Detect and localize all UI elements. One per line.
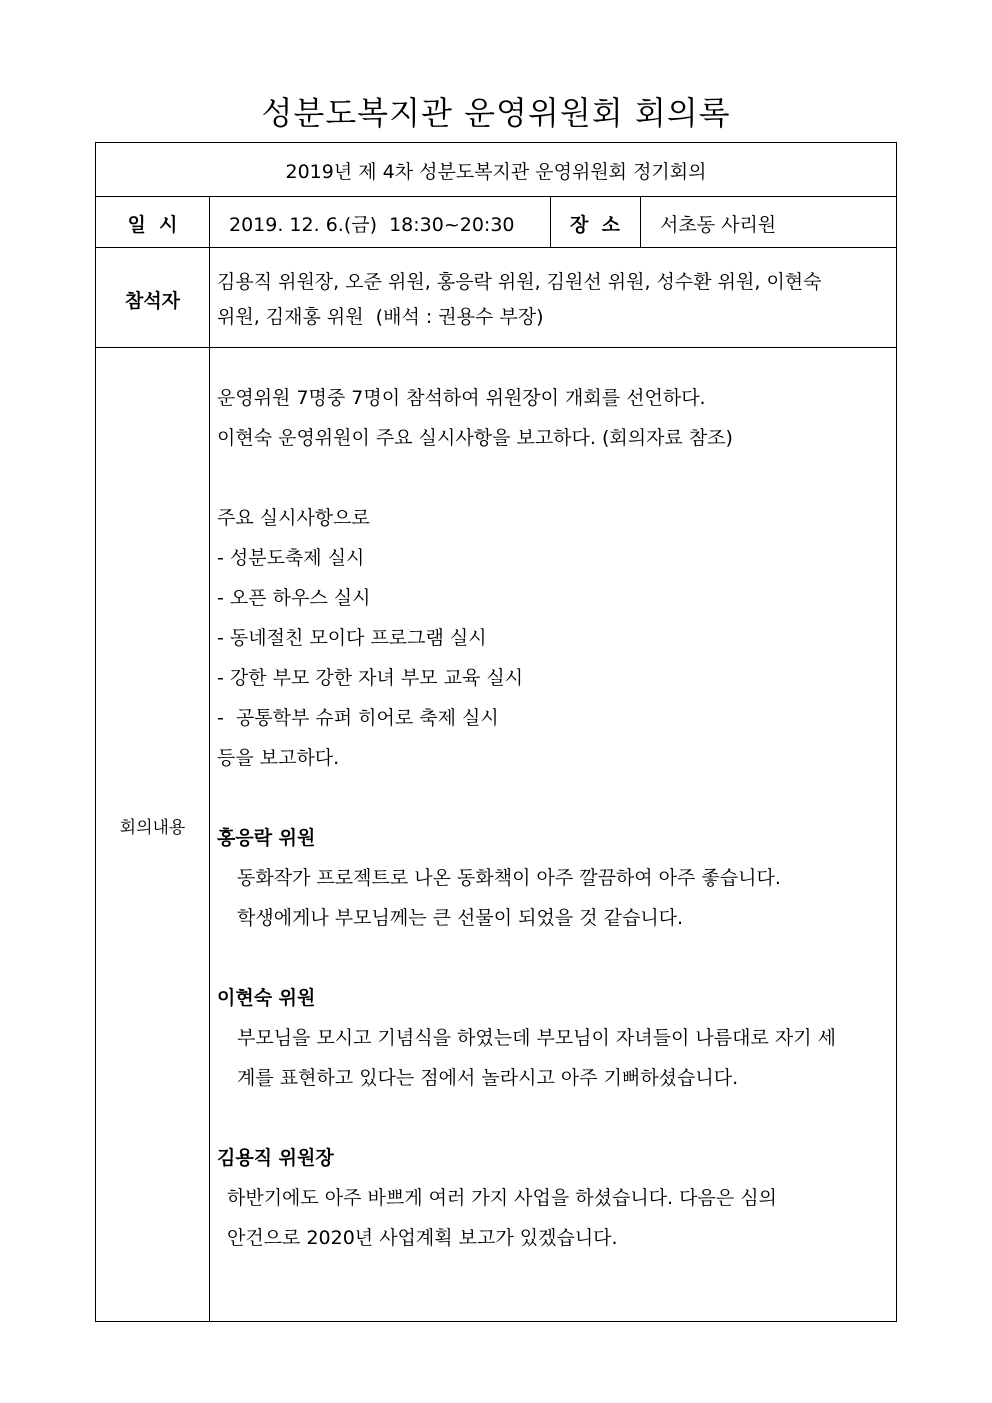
list-item: - 공통학부 슈퍼 히어로 축제 실시 — [217, 707, 499, 729]
speaker-name: 이현숙 위원 — [217, 987, 316, 1009]
place-label: 장 소 — [570, 214, 620, 236]
intro-line: 이현숙 운영위원이 주요 실시사항을 보고하다. (회의자료 참조) — [217, 427, 733, 449]
speaker-statement: 부모님을 모시고 기념식을 하였는데 부모님이 자녀들이 나름대로 자기 세 — [237, 1027, 836, 1049]
speaker-name: 홍응락 위원 — [217, 827, 316, 849]
speaker-statement: 하반기에도 아주 바쁘게 여러 가지 사업을 하셨습니다. 다음은 심의 — [227, 1187, 777, 1209]
speaker-statement: 계를 표현하고 있다는 점에서 놀라시고 아주 기뻐하셨습니다. — [237, 1067, 739, 1089]
attendees-label: 참석자 — [124, 290, 181, 312]
list-item: - 강한 부모 강한 자녀 부모 교육 실시 — [217, 667, 524, 689]
attendees-line: 위원, 김재홍 위원 (배석 : 권용수 부장) — [217, 306, 544, 328]
intro-line: 운영위원 7명중 7명이 참석하여 위원장이 개회를 선언하다. — [217, 387, 706, 409]
list-item: - 동네절친 모이다 프로그램 실시 — [217, 627, 487, 649]
row-divider — [96, 347, 896, 348]
list-end: 등을 보고하다. — [217, 747, 340, 769]
attendees-line: 김용직 위원장, 오준 위원, 홍응락 위원, 김원선 위원, 성수환 위원, 이현숙 — [217, 271, 822, 293]
place-value: 서초동 사리원 — [660, 214, 777, 236]
document-title: 성분도복지관 운영위원회 회의록 — [261, 94, 731, 132]
date-value: 2019. 12. 6.(금) 18:30~20:30 — [229, 214, 515, 236]
meeting-heading: 2019년 제 4차 성분도복지관 운영위원회 정기회의 — [285, 161, 707, 183]
list-item: - 성분도축제 실시 — [217, 547, 365, 569]
speaker-statement: 안건으로 2020년 사업계획 보고가 있겠습니다. — [227, 1227, 618, 1249]
label-column-divider — [209, 196, 210, 1322]
list-item: - 오픈 하우스 실시 — [217, 587, 371, 609]
speaker-statement: 학생에게나 부모님께는 큰 선물이 되었을 것 같습니다. — [237, 907, 684, 929]
list-heading: 주요 실시사항으로 — [217, 507, 370, 529]
speaker-name: 김용직 위원장 — [217, 1147, 334, 1169]
speaker-statement: 동화작가 프로젝트로 나온 동화책이 아주 깔끔하여 아주 좋습니다. — [237, 867, 781, 889]
minutes-table — [95, 142, 897, 1322]
column-divider — [640, 196, 641, 247]
row-divider — [96, 196, 896, 197]
content-label: 회의내용 — [119, 818, 186, 838]
date-label: 일 시 — [127, 214, 178, 236]
row-divider — [96, 247, 896, 248]
